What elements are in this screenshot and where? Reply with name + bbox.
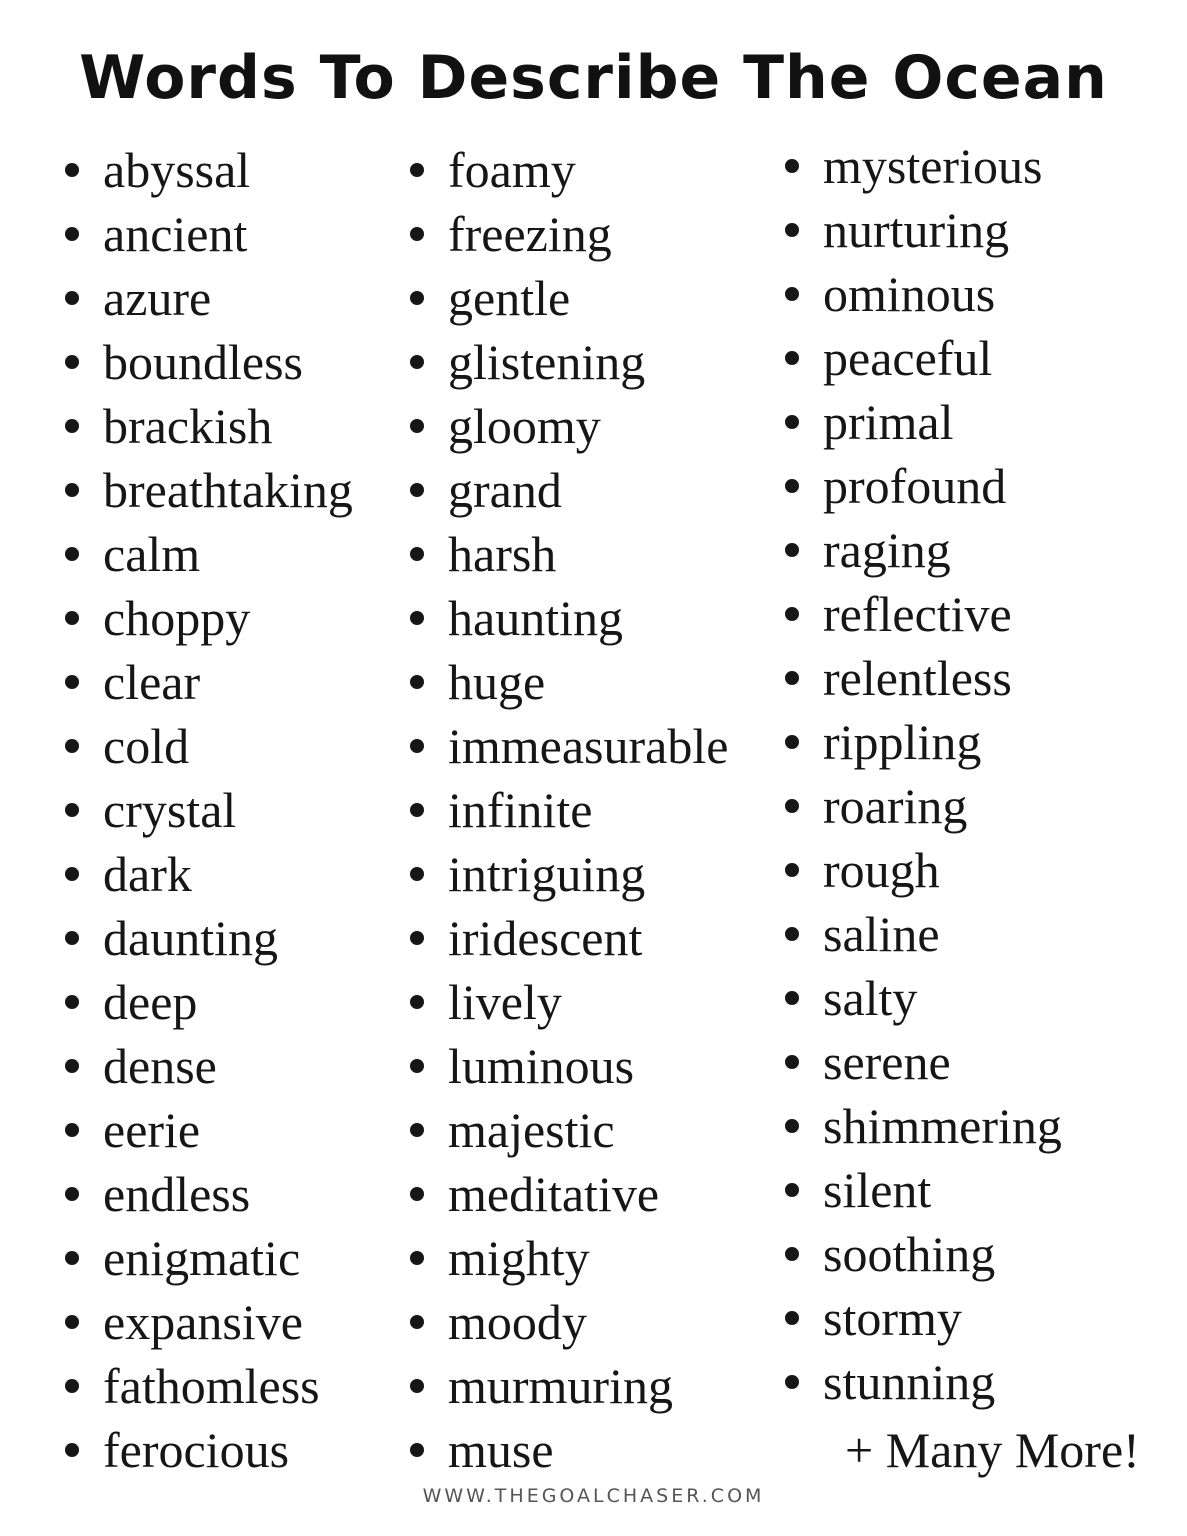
word-label: stormy [823,1290,962,1346]
list-item [62,1418,353,1482]
word-label: glistening [448,334,646,390]
bullet-icon [785,479,799,493]
bullet-icon [410,1443,424,1457]
list-item [782,454,1062,518]
word-label: serene [823,1034,951,1090]
bullet-icon [410,675,424,689]
bullet-icon [410,163,424,177]
list-item [407,202,728,266]
list-item [62,266,353,330]
word-label: haunting [448,590,623,646]
list-item [407,1354,728,1418]
bullet-icon [785,1055,799,1069]
bullet-icon [410,931,424,945]
list-item [407,778,728,842]
word-label: choppy [103,590,251,646]
word-label: endless [103,1166,251,1222]
bullet-icon [410,1059,424,1073]
bullet-icon [65,163,79,177]
word-label: dense [103,1038,217,1094]
word-label: salty [823,970,918,1026]
word-label: soothing [823,1226,996,1282]
list-item [62,1098,353,1162]
list-item [782,1158,1062,1222]
bullet-icon [65,355,79,369]
list-item [782,262,1062,326]
list-item [782,198,1062,262]
list-item [62,330,353,394]
word-label: freezing [448,206,612,262]
list-item [407,586,728,650]
word-label: moody [448,1294,587,1350]
word-label: infinite [448,782,593,838]
bullet-icon [785,1247,799,1261]
list-item [62,650,353,714]
list-item [782,1030,1062,1094]
list-item [407,394,728,458]
list-item [62,1162,353,1226]
many-more-note: + Many More! [845,1422,1140,1478]
word-label: luminous [448,1038,635,1094]
list-item [782,518,1062,582]
bullet-icon [410,1187,424,1201]
bullet-icon [410,1379,424,1393]
bullet-icon [410,995,424,1009]
list-item [62,970,353,1034]
word-label: foamy [448,142,576,198]
word-label: peaceful [823,330,993,386]
website-footer: WWW.THEGOALCHASER.COM [422,1485,765,1507]
word-label: primal [823,394,954,450]
list-item [782,966,1062,1030]
bullet-icon [410,803,424,817]
word-label: crystal [103,782,237,838]
list-item [62,458,353,522]
word-label: muse [448,1422,554,1478]
word-label: iridescent [448,910,643,966]
list-item [407,1162,728,1226]
bullet-icon [65,1123,79,1137]
word-label: lively [448,974,562,1030]
bullet-icon [65,675,79,689]
bullet-icon [785,671,799,685]
list-item [407,1098,728,1162]
bullet-icon [410,1251,424,1265]
bullet-icon [65,611,79,625]
bullet-icon [65,291,79,305]
bullet-icon [410,547,424,561]
list-item [407,330,728,394]
list-item [782,134,1062,198]
list-item [62,1226,353,1290]
bullet-icon [410,739,424,753]
word-label: stunning [823,1354,996,1410]
bullet-icon [785,799,799,813]
bullet-icon [65,547,79,561]
word-label: nurturing [823,202,1010,258]
word-label: daunting [103,910,278,966]
bullet-icon [410,867,424,881]
word-label: boundless [103,334,303,390]
list-item [407,1290,728,1354]
word-label: mysterious [823,138,1043,194]
word-label: gentle [448,270,571,326]
list-item [407,970,728,1034]
bullet-icon [785,1311,799,1325]
word-label: eerie [103,1102,201,1158]
word-label: ferocious [103,1422,290,1478]
word-label: mighty [448,1230,590,1286]
word-label: harsh [448,526,557,582]
list-item [782,1222,1062,1286]
bullet-icon [65,739,79,753]
word-label: ominous [823,266,996,322]
word-label: ancient [103,206,248,262]
list-item [407,1034,728,1098]
bullet-icon [410,355,424,369]
word-label: relentless [823,650,1012,706]
word-label: huge [448,654,546,710]
bullet-icon [410,1315,424,1329]
word-label: majestic [448,1102,615,1158]
list-item [407,458,728,522]
list-item [782,774,1062,838]
list-item [407,522,728,586]
word-label: azure [103,270,212,326]
word-label: expansive [103,1294,303,1350]
word-label: abyssal [103,142,251,198]
bullet-icon [65,1251,79,1265]
list-item [62,1290,353,1354]
bullet-icon [785,159,799,173]
word-label: raging [823,522,951,578]
list-item [62,714,353,778]
word-label: immeasurable [448,718,729,774]
bullet-icon [785,1183,799,1197]
bullet-icon [410,291,424,305]
list-item [407,266,728,330]
bullet-icon [785,543,799,557]
bullet-icon [410,483,424,497]
bullet-icon [785,351,799,365]
word-label: profound [823,458,1007,514]
word-label: reflective [823,586,1012,642]
word-label: gloomy [448,398,601,454]
word-label: cold [103,718,190,774]
word-label: rippling [823,714,982,770]
bullet-icon [785,1119,799,1133]
list-item [407,906,728,970]
word-label: rough [823,842,940,898]
bullet-icon [65,1315,79,1329]
list-item [62,1034,353,1098]
word-column-3 [782,134,1062,1414]
bullet-icon [785,223,799,237]
word-label: murmuring [448,1358,673,1414]
bullet-icon [65,867,79,881]
word-label: breathtaking [103,462,353,518]
list-item [407,714,728,778]
bullet-icon [785,415,799,429]
bullet-icon [785,607,799,621]
list-item [62,522,353,586]
list-item [62,1354,353,1418]
list-item [782,1350,1062,1414]
list-item [782,390,1062,454]
bullet-icon [410,1123,424,1137]
bullet-icon [785,991,799,1005]
list-item [782,582,1062,646]
word-label: dark [103,846,192,902]
bullet-icon [785,927,799,941]
bullet-icon [785,863,799,877]
bullet-icon [65,483,79,497]
list-item [62,202,353,266]
list-item [782,838,1062,902]
bullet-icon [65,803,79,817]
list-item [407,842,728,906]
word-label: roaring [823,778,968,834]
list-item [62,842,353,906]
bullet-icon [65,227,79,241]
list-item [782,646,1062,710]
bullet-icon [65,1443,79,1457]
list-item [782,710,1062,774]
list-item [407,1418,728,1482]
list-item [782,1286,1062,1350]
word-column-2 [407,138,728,1482]
list-item [782,1094,1062,1158]
bullet-icon [410,611,424,625]
page-title: Words To Describe The Ocean [79,43,1108,113]
word-label: meditative [448,1166,660,1222]
word-label: deep [103,974,198,1030]
list-item [62,138,353,202]
list-item [62,394,353,458]
word-label: calm [103,526,201,582]
bullet-icon [785,735,799,749]
bullet-icon [65,995,79,1009]
list-item [407,1226,728,1290]
word-label: saline [823,906,940,962]
word-label: intriguing [448,846,646,902]
list-item [62,778,353,842]
word-label: grand [448,462,562,518]
bullet-icon [65,1379,79,1393]
list-item [407,650,728,714]
word-label: silent [823,1162,932,1218]
word-column-1 [62,138,353,1482]
bullet-icon [65,1187,79,1201]
bullet-icon [410,419,424,433]
list-item [407,138,728,202]
bullet-icon [65,931,79,945]
list-item [782,902,1062,966]
word-label: fathomless [103,1358,320,1414]
bullet-icon [65,419,79,433]
word-label: shimmering [823,1098,1062,1154]
word-label: enigmatic [103,1230,301,1286]
bullet-icon [785,1375,799,1389]
word-label: clear [103,654,201,710]
bullet-icon [785,287,799,301]
list-item [62,906,353,970]
word-label: brackish [103,398,273,454]
bullet-icon [65,1059,79,1073]
list-item [62,586,353,650]
list-item [782,326,1062,390]
bullet-icon [410,227,424,241]
